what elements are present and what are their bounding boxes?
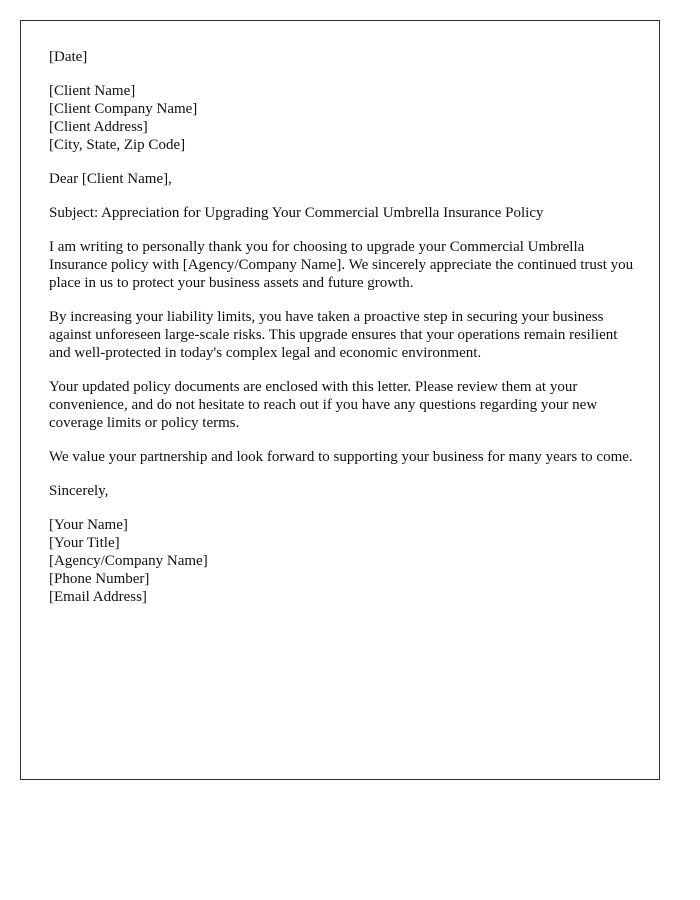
sender-company: [Agency/Company Name] — [49, 553, 208, 569]
sender-phone: [Phone Number] — [49, 571, 150, 587]
letter-date: [Date] — [49, 49, 88, 65]
body-paragraph-3: Your updated policy documents are enclosed with this letter. Please review them at your convenience, and do not hesitate to reach out if you have any questions regarding your new coverage limits or policy terms. — [49, 379, 598, 431]
recipient-address-block — [49, 82, 639, 154]
recipient-name: [Client Name] — [49, 83, 136, 99]
letter-page — [20, 20, 660, 780]
body-paragraph-4: We value your partnership and look forward to supporting your business for many years to come. — [49, 449, 633, 465]
salutation: Dear [Client Name], — [49, 171, 172, 187]
sender-title: [Your Title] — [49, 535, 120, 551]
recipient-city-state-zip: [City, State, Zip Code] — [49, 137, 186, 153]
body-paragraph-1: I am writing to personally thank you for choosing to upgrade your Commercial Umbrella Insurance policy with [Agency/Company Name]. We sincerely appreciate the continued trust you place in us to protect your business assets and future growth. — [49, 239, 634, 291]
recipient-company: [Client Company Name] — [49, 101, 198, 117]
letter-body — [49, 48, 639, 622]
closing: Sincerely, — [49, 483, 109, 499]
body-paragraph-2: By increasing your liability limits, you have taken a proactive step in securing your business against unforeseen large-scale risks. This upgrade ensures that your operations remain resilient and well-protected in today's complex legal and economic environment. — [49, 309, 618, 361]
sender-signature-block — [49, 516, 639, 606]
recipient-address: [Client Address] — [49, 119, 148, 135]
subject-line: Subject: Appreciation for Upgrading Your Commercial Umbrella Insurance Policy — [49, 205, 544, 221]
sender-email: [Email Address] — [49, 589, 147, 605]
sender-name: [Your Name] — [49, 517, 128, 533]
